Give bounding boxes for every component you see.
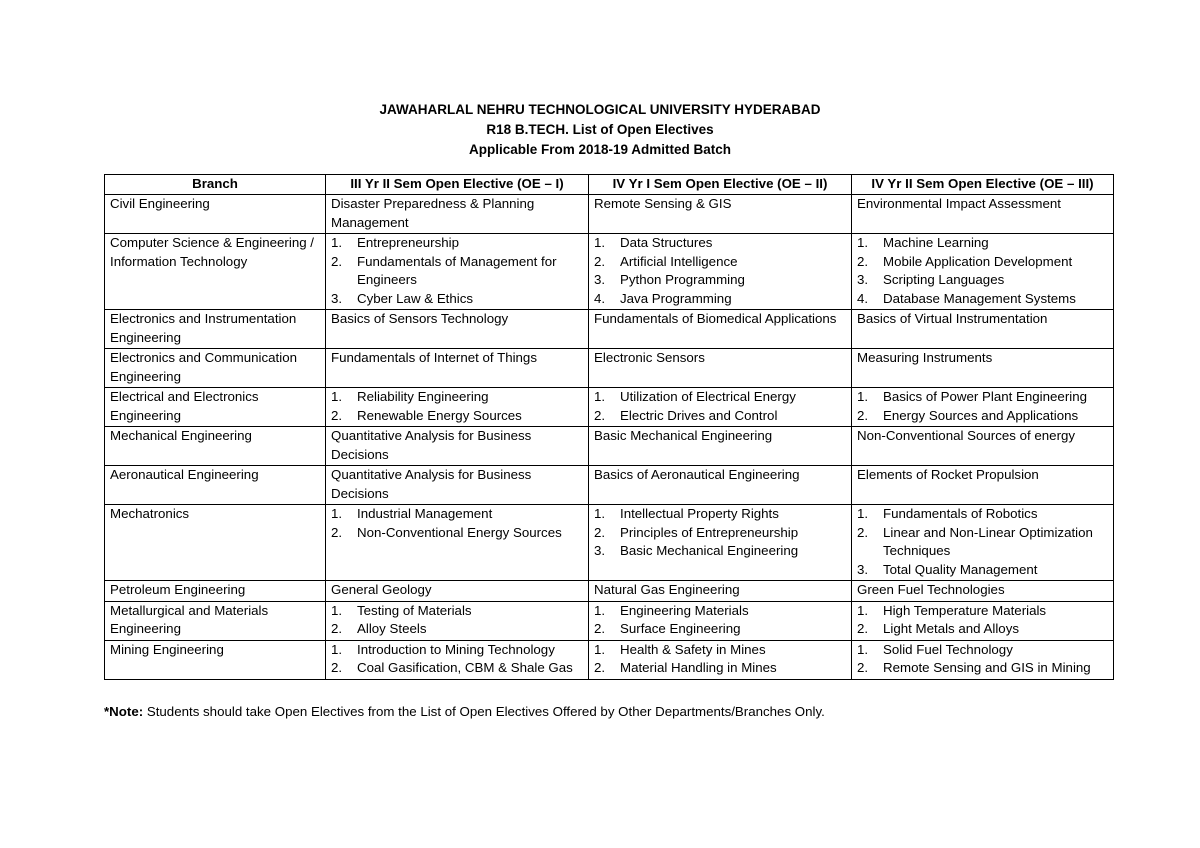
- branch-cell: Electrical and Electronics Engineering: [105, 388, 326, 427]
- elective-cell-oe3: [852, 310, 1114, 349]
- elective-cell-oe3: [852, 349, 1114, 388]
- list-number: 3.: [857, 272, 869, 287]
- elective-list-item: [857, 388, 1109, 407]
- elective-cell-oe2: [589, 349, 852, 388]
- list-number: 1.: [594, 235, 606, 250]
- elective-list-item: [331, 407, 584, 426]
- elective-item: General Geology: [331, 582, 432, 597]
- elective-cell-oe3: [852, 466, 1114, 505]
- list-number: 2.: [857, 253, 869, 269]
- elective-list-item: [594, 542, 847, 561]
- elective-cell-oe2: [589, 581, 852, 602]
- elective-list-item: [331, 388, 584, 407]
- university-title: JAWAHARLAL NEHRU TECHNOLOGICAL UNIVERSITY HYDERABAD: [379, 102, 821, 117]
- elective-item: Remote Sensing and GIS in Mining: [883, 660, 1091, 675]
- note-label: *Note:: [104, 704, 144, 719]
- list-number: 2.: [594, 660, 606, 675]
- elective-cell-oe1: [326, 640, 589, 679]
- elective-cell-oe2: [589, 310, 852, 349]
- list-number: 1.: [857, 389, 869, 404]
- elective-list: [331, 388, 584, 425]
- table-row: [105, 640, 1114, 679]
- elective-item: Elements of Rocket Propulsion: [857, 467, 1039, 482]
- elective-list: [594, 602, 847, 639]
- elective-cell-oe1: [326, 349, 589, 388]
- elective-item: Measuring Instruments: [857, 350, 993, 365]
- list-number: 2.: [857, 524, 869, 540]
- elective-cell-oe2: [589, 388, 852, 427]
- elective-item: Coal Gasification, CBM & Shale Gas: [357, 660, 573, 675]
- elective-item: Principles of Entrepreneurship: [620, 524, 799, 540]
- list-number: 1.: [857, 506, 869, 521]
- elective-cell-oe3: [852, 601, 1114, 640]
- list-number: 2.: [594, 621, 606, 636]
- branch-cell: Electronics and Instrumentation Engineering: [105, 310, 326, 349]
- elective-item: Green Fuel Technologies: [857, 582, 1005, 597]
- elective-list-item: [594, 505, 847, 524]
- elective-list-item: [857, 659, 1109, 678]
- branch-cell: Mechanical Engineering: [105, 427, 326, 466]
- elective-item: Material Handling in Mines: [620, 660, 777, 675]
- elective-cell-oe2: [589, 234, 852, 310]
- elective-cell-oe3: [852, 234, 1114, 310]
- elective-cell-oe1: [326, 234, 589, 310]
- table-row: [105, 349, 1114, 388]
- elective-list-item: [331, 290, 584, 309]
- list-number: 1.: [331, 389, 343, 404]
- elective-list-item: [594, 407, 847, 426]
- branch-cell: Metallurgical and Materials Engineering: [105, 601, 326, 640]
- elective-item: Cyber Law & Ethics: [357, 290, 474, 306]
- elective-item: Fundamentals of Biomedical Applications: [594, 311, 837, 326]
- footnote: [104, 703, 825, 721]
- elective-list: [857, 505, 1109, 579]
- list-number: 1.: [857, 641, 869, 657]
- branch-cell: Mining Engineering: [105, 640, 326, 679]
- elective-list-item: [331, 253, 584, 290]
- elective-cell-oe2: [589, 195, 852, 234]
- elective-item: Environmental Impact Assessment: [857, 196, 1061, 211]
- elective-cell-oe1: [326, 310, 589, 349]
- elective-list-item: [594, 641, 847, 660]
- list-number: 1.: [331, 641, 343, 657]
- elective-list-item: [331, 641, 584, 660]
- elective-item: Mobile Application Development: [883, 253, 1073, 269]
- elective-cell-oe2: [589, 466, 852, 505]
- elective-item: Basics of Virtual Instrumentation: [857, 311, 1048, 326]
- elective-item: High Temperature Materials: [883, 602, 1047, 618]
- elective-item: Data Structures: [620, 235, 713, 250]
- elective-list-item: [594, 388, 847, 407]
- elective-cell-oe1: [326, 427, 589, 466]
- list-number: 1.: [594, 506, 606, 521]
- elective-item: Basics of Aeronautical Engineering: [594, 467, 800, 482]
- list-number: 1.: [857, 602, 869, 618]
- column-header-branch: Branch: [105, 175, 326, 195]
- table-header-row: [105, 175, 1114, 195]
- elective-item: Disaster Preparedness & Planning Management: [331, 196, 535, 230]
- list-number: 2.: [331, 524, 343, 540]
- list-number: 2.: [857, 621, 869, 636]
- table-row: [105, 466, 1114, 505]
- table-row: [105, 234, 1114, 310]
- list-number: 2.: [857, 660, 869, 675]
- elective-cell-oe2: [589, 505, 852, 581]
- list-number: 2.: [594, 407, 606, 423]
- elective-list: [331, 234, 584, 308]
- elective-item: Quantitative Analysis for Business Decisions: [331, 467, 532, 501]
- elective-list: [594, 388, 847, 425]
- elective-list: [857, 388, 1109, 425]
- elective-cell-oe1: [326, 388, 589, 427]
- elective-cell-oe1: [326, 581, 589, 602]
- list-number: 4.: [594, 290, 606, 306]
- elective-list-item: [594, 602, 847, 621]
- elective-item: Natural Gas Engineering: [594, 582, 740, 597]
- elective-item: Health & Safety in Mines: [620, 641, 766, 657]
- elective-item: Java Programming: [620, 290, 732, 306]
- elective-list-item: [857, 271, 1109, 290]
- elective-item: Database Management Systems: [883, 290, 1076, 306]
- elective-cell-oe3: [852, 505, 1114, 581]
- branch-cell: Civil Engineering: [105, 195, 326, 234]
- elective-item: Fundamentals of Robotics: [883, 506, 1038, 521]
- elective-list-item: [331, 602, 584, 621]
- elective-list: [331, 505, 584, 542]
- table-row: [105, 601, 1114, 640]
- list-number: 2.: [331, 621, 343, 636]
- elective-list-item: [594, 234, 847, 253]
- elective-list: [594, 641, 847, 678]
- open-electives-table: [104, 174, 1114, 680]
- elective-item: Electric Drives and Control: [620, 407, 778, 423]
- elective-list-item: [331, 505, 584, 524]
- elective-item: Machine Learning: [883, 235, 989, 250]
- elective-cell-oe1: [326, 466, 589, 505]
- table-row: [105, 581, 1114, 602]
- elective-item: Light Metals and Alloys: [883, 621, 1020, 636]
- elective-item: Introduction to Mining Technology: [357, 641, 555, 657]
- table-row: [105, 505, 1114, 581]
- elective-cell-oe1: [326, 601, 589, 640]
- elective-item: Total Quality Management: [883, 561, 1038, 577]
- elective-list: [857, 602, 1109, 639]
- elective-item: Basic Mechanical Engineering: [594, 428, 773, 443]
- elective-item: Engineering Materials: [620, 602, 749, 618]
- elective-item: Scripting Languages: [883, 272, 1005, 287]
- elective-list-item: [857, 620, 1109, 639]
- elective-item: Fundamentals of Management for Engineers: [357, 253, 557, 287]
- elective-list-item: [857, 561, 1109, 580]
- elective-list-item: [594, 659, 847, 678]
- elective-list-item: [857, 505, 1109, 524]
- elective-list-item: [594, 271, 847, 290]
- table-row: [105, 388, 1114, 427]
- column-header-oe2: IV Yr I Sem Open Elective (OE – II): [589, 175, 852, 195]
- elective-item: Intellectual Property Rights: [620, 506, 779, 521]
- list-number: 3.: [331, 290, 343, 306]
- list-number: 4.: [857, 290, 869, 306]
- table-row: [105, 195, 1114, 234]
- branch-cell: Electronics and Communication Engineering: [105, 349, 326, 388]
- note-text: Students should take Open Electives from the List of Open Electives Offered by Other Departments/Branches Only.: [143, 704, 825, 719]
- elective-list-item: [594, 620, 847, 639]
- list-number: 3.: [594, 272, 606, 287]
- elective-item: Solid Fuel Technology: [883, 641, 1013, 657]
- elective-list-item: [857, 641, 1109, 660]
- elective-cell-oe2: [589, 640, 852, 679]
- elective-item: Non-Conventional Energy Sources: [357, 524, 562, 540]
- list-number: 1.: [331, 602, 343, 618]
- elective-item: Basics of Sensors Technology: [331, 311, 509, 326]
- elective-item: Surface Engineering: [620, 621, 741, 636]
- elective-cell-oe3: [852, 427, 1114, 466]
- table-body: [105, 195, 1114, 680]
- elective-list-item: [857, 407, 1109, 426]
- elective-list-item: [331, 234, 584, 253]
- elective-cell-oe3: [852, 640, 1114, 679]
- elective-list-item: [857, 602, 1109, 621]
- elective-item: Fundamentals of Internet of Things: [331, 350, 537, 365]
- elective-cell-oe1: [326, 505, 589, 581]
- list-number: 2.: [594, 253, 606, 269]
- elective-list-item: [331, 524, 584, 543]
- elective-item: Electronic Sensors: [594, 350, 705, 365]
- elective-list-item: [331, 620, 584, 639]
- column-header-oe3: IV Yr II Sem Open Elective (OE – III): [852, 175, 1114, 195]
- document-header: [0, 100, 1200, 160]
- list-number: 1.: [594, 602, 606, 618]
- elective-list-item: [857, 234, 1109, 253]
- list-number: 3.: [594, 543, 606, 558]
- elective-item: Artificial Intelligence: [620, 253, 738, 269]
- elective-item: Energy Sources and Applications: [883, 407, 1079, 423]
- list-number: 1.: [331, 235, 343, 250]
- list-number: 1.: [331, 506, 343, 521]
- elective-list: [857, 234, 1109, 308]
- elective-list-item: [594, 290, 847, 309]
- elective-item: Basics of Power Plant Engineering: [883, 389, 1087, 404]
- elective-cell-oe3: [852, 195, 1114, 234]
- elective-cell-oe3: [852, 581, 1114, 602]
- elective-item: Utilization of Electrical Energy: [620, 389, 796, 404]
- elective-item: Basic Mechanical Engineering: [620, 543, 799, 558]
- elective-item: Remote Sensing & GIS: [594, 196, 732, 211]
- branch-cell: Aeronautical Engineering: [105, 466, 326, 505]
- table-row: [105, 427, 1114, 466]
- elective-list: [857, 641, 1109, 678]
- elective-item: Linear and Non-Linear Optimization Techniques: [883, 524, 1093, 558]
- elective-cell-oe2: [589, 601, 852, 640]
- elective-cell-oe1: [326, 195, 589, 234]
- elective-item: Renewable Energy Sources: [357, 407, 522, 423]
- branch-cell: Mechatronics: [105, 505, 326, 581]
- elective-list: [331, 602, 584, 639]
- elective-list-item: [857, 290, 1109, 309]
- elective-item: Reliability Engineering: [357, 389, 489, 404]
- elective-list-item: [857, 253, 1109, 272]
- elective-item: Entrepreneurship: [357, 235, 460, 250]
- list-number: 2.: [331, 407, 343, 423]
- elective-list-item: [594, 253, 847, 272]
- elective-cell-oe2: [589, 427, 852, 466]
- list-number: 2.: [857, 407, 869, 423]
- elective-list: [594, 505, 847, 561]
- elective-item: Non-Conventional Sources of energy: [857, 428, 1076, 443]
- list-number: 3.: [857, 561, 869, 577]
- elective-list: [331, 641, 584, 678]
- elective-item: Quantitative Analysis for Business Decisions: [331, 428, 532, 462]
- document-subtitle: Applicable From 2018-19 Admitted Batch: [468, 142, 732, 157]
- elective-item: Industrial Management: [357, 506, 493, 521]
- branch-cell: Petroleum Engineering: [105, 581, 326, 602]
- elective-list-item: [594, 524, 847, 543]
- elective-list-item: [331, 659, 584, 678]
- list-number: 1.: [594, 389, 606, 404]
- column-header-oe1: III Yr II Sem Open Elective (OE – I): [326, 175, 589, 195]
- branch-cell: Computer Science & Engineering / Information Technology: [105, 234, 326, 310]
- elective-cell-oe3: [852, 388, 1114, 427]
- elective-list-item: [857, 524, 1109, 561]
- list-number: 2.: [594, 524, 606, 540]
- elective-item: Testing of Materials: [357, 602, 472, 618]
- elective-item: Python Programming: [620, 272, 745, 287]
- elective-list: [594, 234, 847, 308]
- table-row: [105, 310, 1114, 349]
- document-title: R18 B.TECH. List of Open Electives: [486, 122, 714, 137]
- elective-item: Alloy Steels: [357, 621, 427, 636]
- list-number: 1.: [594, 641, 606, 657]
- list-number: 2.: [331, 253, 343, 269]
- list-number: 1.: [857, 235, 869, 250]
- list-number: 2.: [331, 660, 343, 675]
